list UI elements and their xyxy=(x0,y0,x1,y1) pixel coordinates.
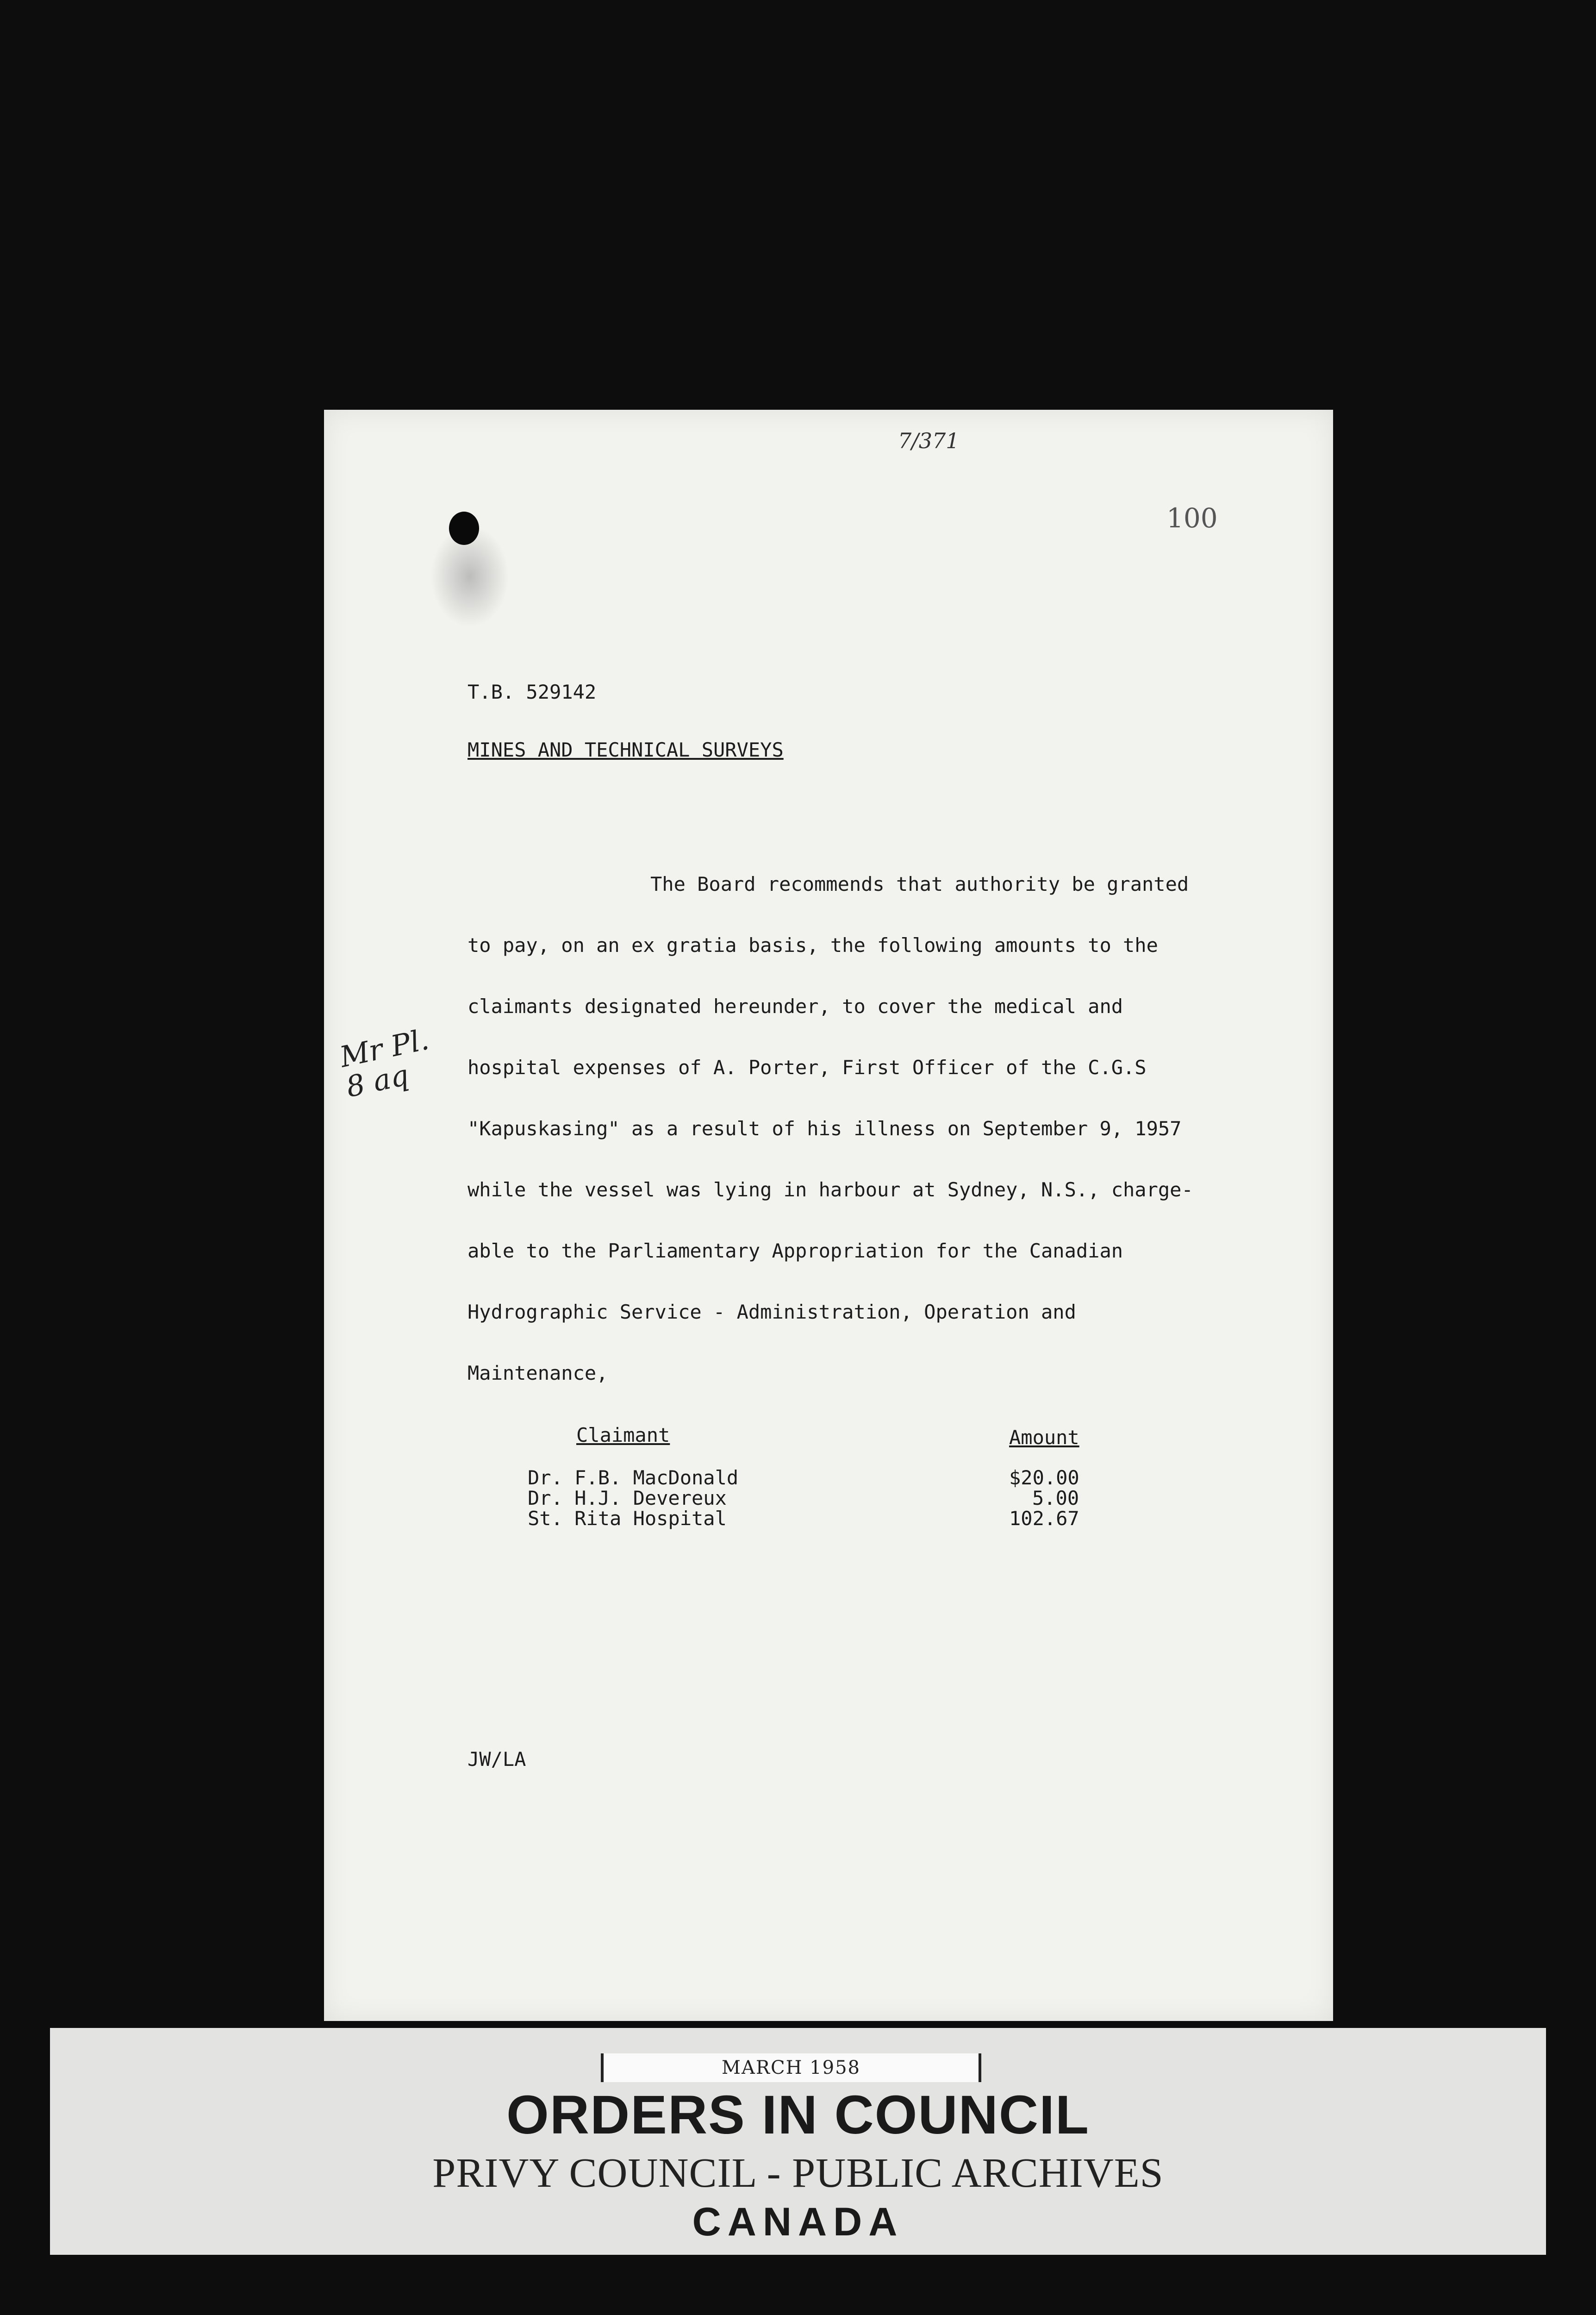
punch-hole xyxy=(449,512,479,545)
document-page xyxy=(324,410,1333,2021)
body-line: Hydrographic Service - Administration, Operation and xyxy=(468,1301,1076,1323)
body-line: while the vessel was lying in harbour at Sydney, N.S., charge- xyxy=(468,1178,1193,1201)
banner-country: CANADA xyxy=(692,2200,904,2244)
handwritten-file-number: 7/371 xyxy=(898,428,960,453)
banner-subtitle: PRIVY COUNCIL - PUBLIC ARCHIVES xyxy=(432,2150,1164,2196)
body-line: "Kapuskasing" as a result of his illness on September 9, 1957 xyxy=(468,1117,1182,1140)
typist-initials: JW/LA xyxy=(468,1748,526,1771)
claim-row-claimant: Dr. H.J. Devereux xyxy=(528,1487,727,1509)
banner-title: ORDERS IN COUNCIL xyxy=(506,2084,1090,2146)
claim-row-claimant: St. Rita Hospital xyxy=(528,1507,727,1530)
department-heading: MINES AND TECHNICAL SURVEYS xyxy=(468,738,784,761)
reference-number: T.B. 529142 xyxy=(468,681,597,703)
page-number: 100 xyxy=(1166,502,1218,534)
body-line: claimants designated hereunder, to cover the medical and xyxy=(468,995,1123,1018)
claim-row-amount: 102.67 xyxy=(1009,1507,1079,1530)
body-line: Maintenance, xyxy=(468,1362,608,1384)
amount-column-header: Amount xyxy=(1009,1426,1079,1449)
date-label: MARCH 1958 xyxy=(601,2053,981,2082)
claim-row-amount: 5.00 xyxy=(1032,1487,1079,1509)
body-line: The Board recommends that authority be granted xyxy=(650,873,1189,895)
body-line: to pay, on an ex gratia basis, the following amounts to the xyxy=(468,934,1158,957)
claimant-column-header: Claimant xyxy=(576,1424,670,1446)
body-line: able to the Parliamentary Appropriation for the Canadian xyxy=(468,1239,1123,1262)
archive-banner xyxy=(50,2028,1546,2255)
claim-row-amount: $20.00 xyxy=(1009,1466,1079,1489)
claim-row-claimant: Dr. F.B. MacDonald xyxy=(528,1466,739,1489)
handwritten-margin-note: Mr Pl. 8 aq xyxy=(337,1022,432,1104)
body-line: hospital expenses of A. Porter, First Officer of the C.G.S xyxy=(468,1056,1147,1079)
